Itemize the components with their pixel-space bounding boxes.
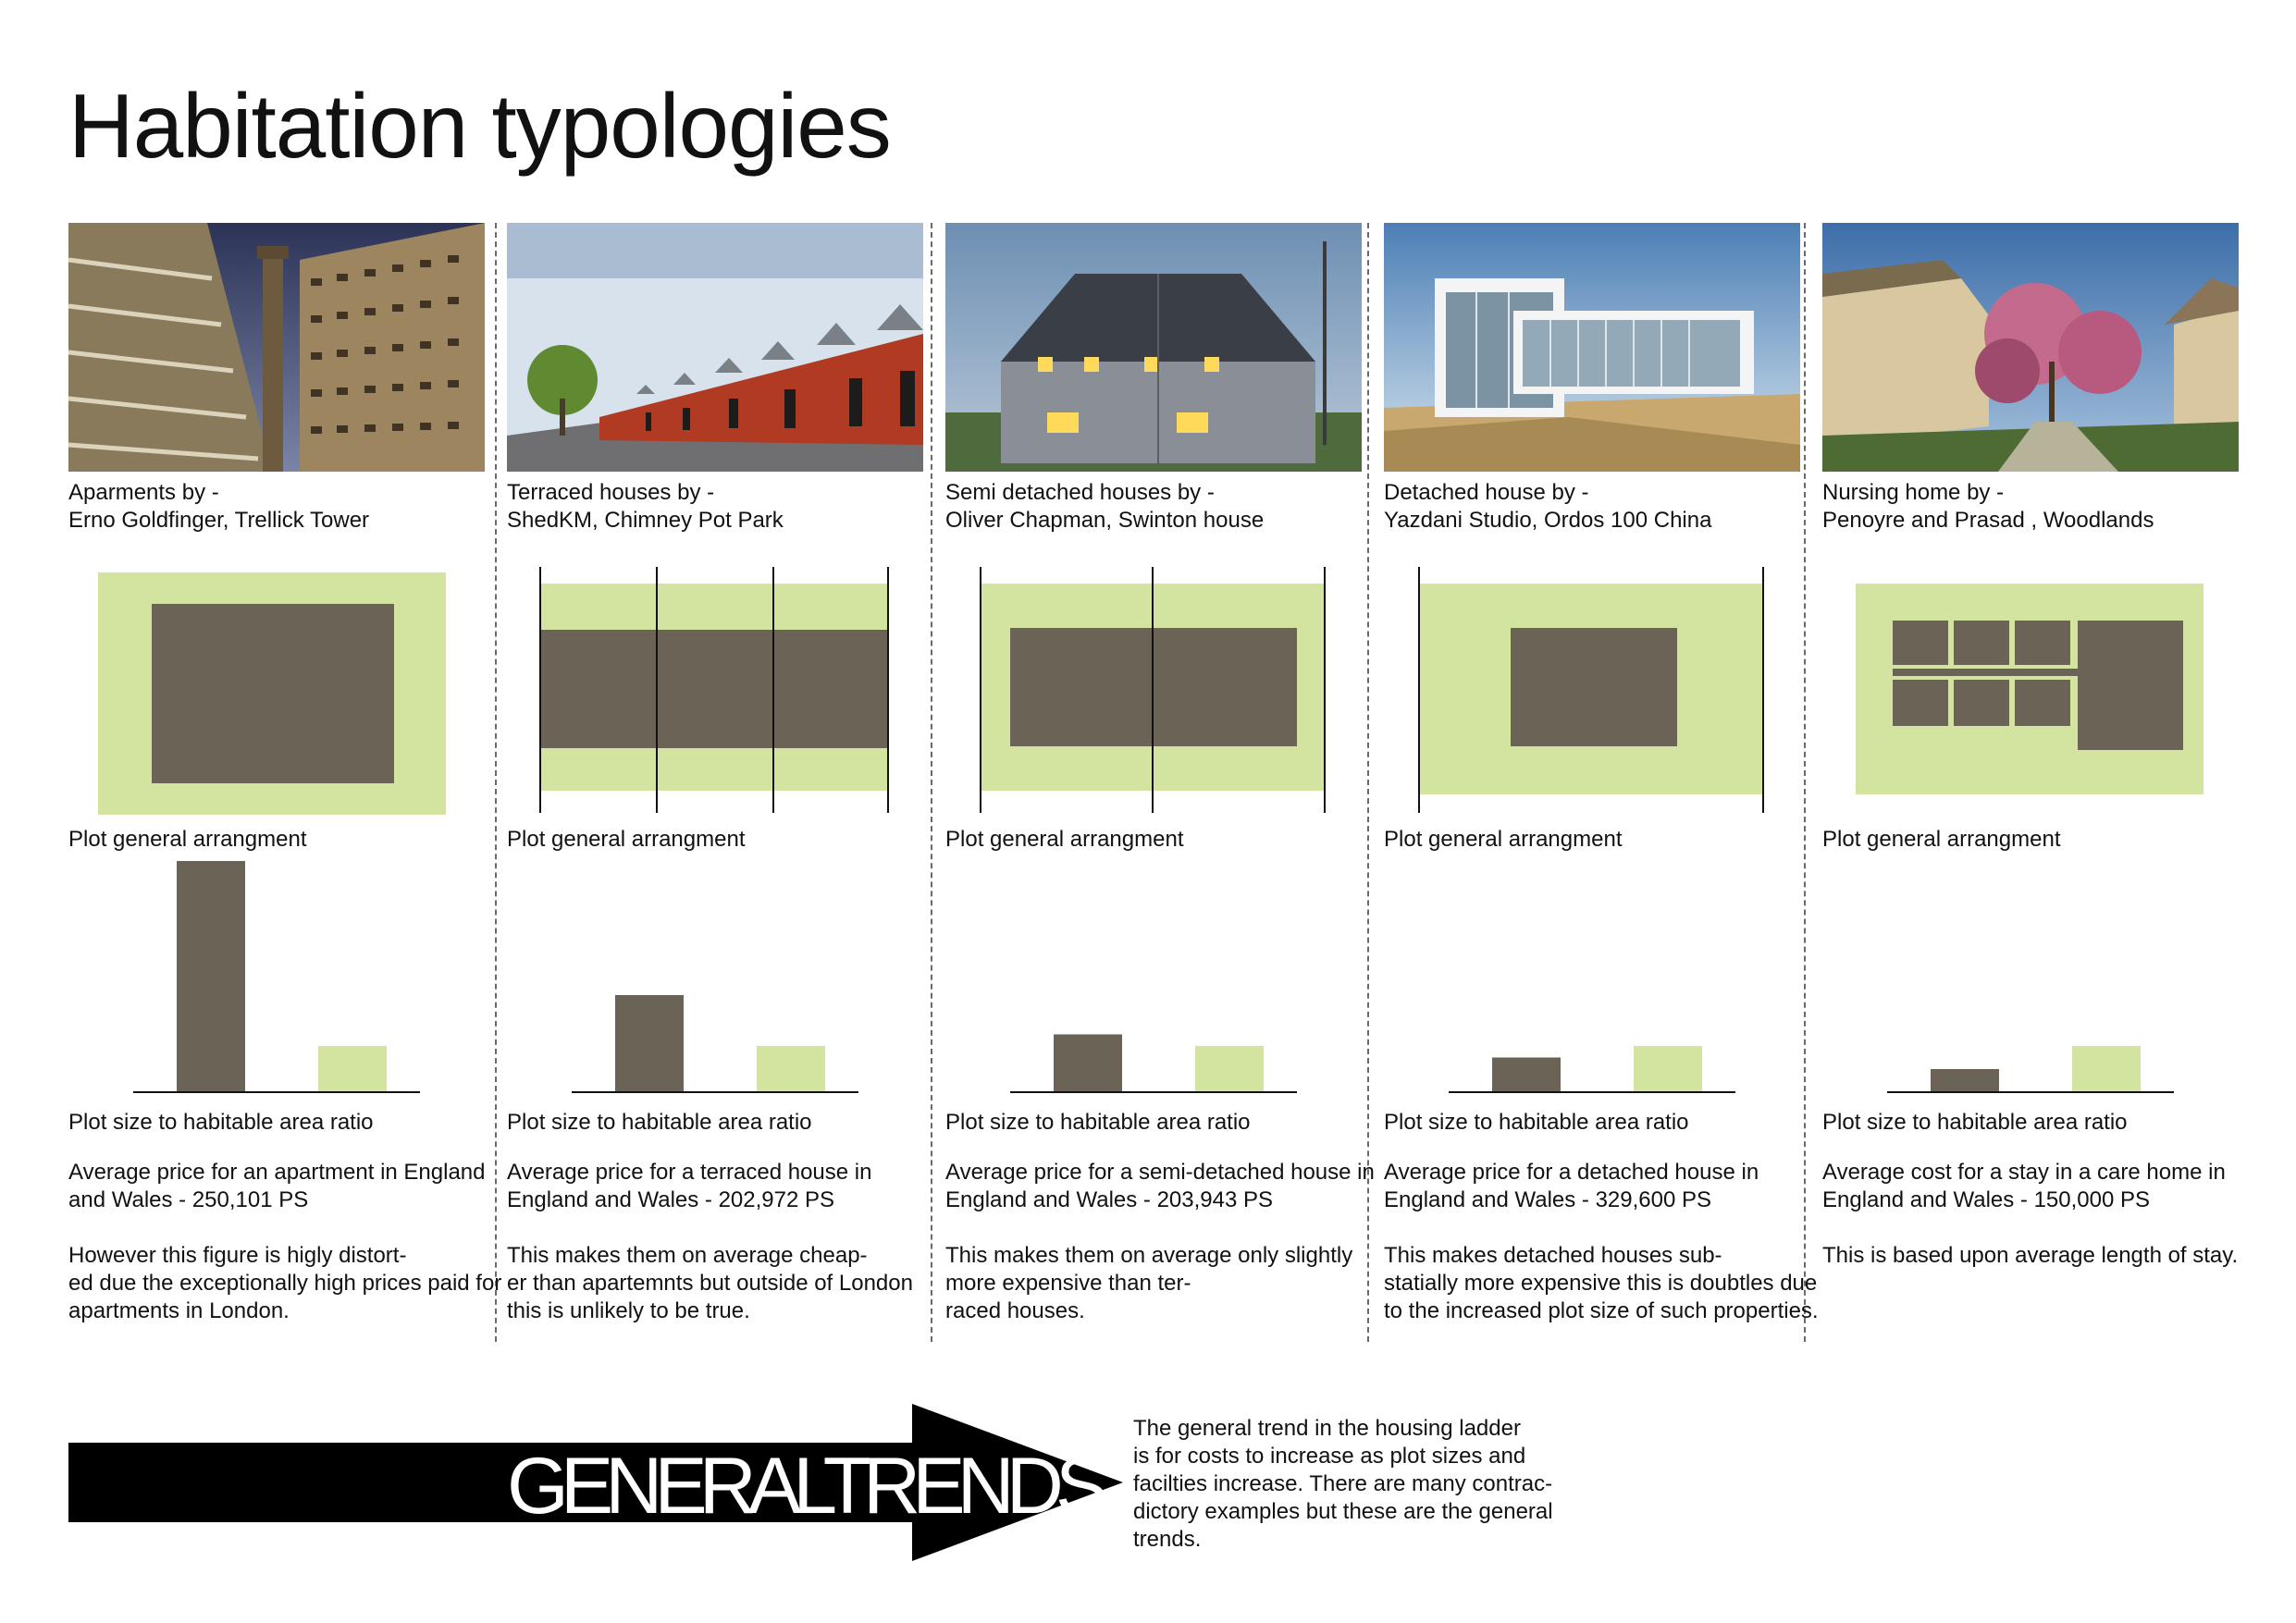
average-price-text: Average price for a detached house in England and Wales - 329,600 PS: [1384, 1160, 1759, 1212]
price-note-text: This makes them on average cheap- er than apartemnts but outside of London this is unlikely to be true.: [507, 1243, 913, 1323]
building-room-block: [1954, 680, 2009, 726]
plot-arrangement-label: Plot general arrangment: [507, 827, 746, 852]
habitable-area-bar: [1054, 1035, 1122, 1093]
general-trends-description: The general trend in the housing ladder is for costs to increase as plot sizes and facilties increase. There are many contrac- dictory examples but these are the general trends.: [1133, 1416, 1553, 1552]
price-description: [1384, 1159, 1819, 1353]
ratio-bar-chart: [1822, 861, 2239, 1101]
ratio-label: Plot size to habitable area ratio: [68, 1110, 374, 1135]
typology-column-detached: [1384, 223, 1819, 1360]
price-description: [68, 1159, 503, 1353]
average-price-text: Average price for a semi-detached house in England and Wales - 203,943 PS: [945, 1160, 1375, 1212]
price-note-text: This is based upon average length of stay.: [1822, 1243, 2239, 1268]
typology-caption: Semi detached houses by - Oliver Chapman, Swinton house: [945, 480, 1265, 533]
terraced-houses-photo: [507, 223, 923, 472]
plot-arrangement-label: Plot general arrangment: [1822, 827, 2061, 852]
typology-caption: Terraced houses by - ShedKM, Chimney Pot Park: [507, 480, 784, 533]
plot-arrangement-diagram: [507, 561, 923, 830]
habitable-area-bar: [1492, 1058, 1561, 1093]
building-room-block: [1893, 680, 1948, 726]
ratio-bar-chart: [68, 861, 485, 1101]
habitable-area-bar: [177, 861, 245, 1092]
ratio-label: Plot size to habitable area ratio: [507, 1110, 812, 1135]
plot-arrangement-diagram: [68, 561, 485, 830]
ratio-label: Plot size to habitable area ratio: [945, 1110, 1251, 1135]
semi-detached-house-photo: [945, 223, 1362, 472]
building-footprint: [540, 630, 888, 748]
typology-column-nursing-home: [1822, 223, 2239, 1360]
habitable-area-bar: [615, 995, 684, 1092]
plot-arrangement-diagram: [1822, 561, 2239, 830]
building-footprint: [1511, 628, 1677, 746]
typology-caption: Nursing home by - Penoyre and Prasad , Woodlands: [1822, 480, 2154, 533]
page-title: Habitation typologies: [68, 75, 891, 177]
plot-size-bar: [1634, 1046, 1702, 1092]
plot-arrangement-label: Plot general arrangment: [68, 827, 307, 852]
building-main-block: [2078, 621, 2183, 750]
price-note-text: However this figure is higly distort- ed due the exceptionally high prices paid for apartments in London.: [68, 1243, 502, 1323]
building-room-block: [1893, 621, 1948, 665]
detached-house-photo: [1384, 223, 1800, 472]
plot-arrangement-diagram: [945, 561, 1362, 830]
ratio-label: Plot size to habitable area ratio: [1822, 1110, 2128, 1135]
ratio-bar-chart: [507, 861, 923, 1101]
plot-size-bar: [757, 1046, 825, 1092]
general-trends-label: GENERALTRENDS: [507, 1442, 1101, 1531]
building-corridor: [1893, 669, 2078, 676]
plot-size-bar: [2072, 1046, 2141, 1092]
typology-column-terraced: [507, 223, 923, 1360]
average-price-text: Average cost for a stay in a care home in England and Wales - 150,000 PS: [1822, 1160, 2226, 1212]
ratio-bar-chart: [1384, 861, 1800, 1101]
plot-arrangement-diagram: [1384, 561, 1800, 830]
plot-size-bar: [318, 1046, 387, 1092]
apartment-tower-photo: [68, 223, 485, 472]
average-price-text: Average price for an apartment in England and Wales - 250,101 PS: [68, 1160, 486, 1212]
price-note-text: This makes detached houses sub- statially more expensive this is doubtles due to the increased plot size of such properties.: [1384, 1243, 1819, 1323]
typology-column-apartments: [68, 223, 502, 1360]
price-description: [507, 1159, 942, 1353]
plot-size-bar: [1195, 1046, 1264, 1092]
average-price-text: Average price for a terraced house in England and Wales - 202,972 PS: [507, 1160, 872, 1212]
ratio-bar-chart: [945, 861, 1362, 1101]
price-note-text: This makes them on average only slightly more expensive than ter- raced houses.: [945, 1243, 1353, 1323]
price-description: [945, 1159, 1380, 1353]
plot-arrangement-label: Plot general arrangment: [1384, 827, 1623, 852]
typology-caption: Aparments by - Erno Goldfinger, Trellick Tower: [68, 480, 370, 533]
ratio-label: Plot size to habitable area ratio: [1384, 1110, 1689, 1135]
habitable-area-bar: [1931, 1069, 1999, 1092]
building-room-block: [2015, 621, 2070, 665]
building-footprint: [152, 604, 394, 783]
plot-arrangement-label: Plot general arrangment: [945, 827, 1184, 852]
building-room-block: [2015, 680, 2070, 726]
price-description: [1822, 1159, 2257, 1297]
building-room-block: [1954, 621, 2009, 665]
nursing-home-photo: [1822, 223, 2239, 472]
typology-caption: Detached house by - Yazdani Studio, Ordos 100 China: [1384, 480, 1712, 533]
typology-column-semi-detached: [945, 223, 1375, 1360]
